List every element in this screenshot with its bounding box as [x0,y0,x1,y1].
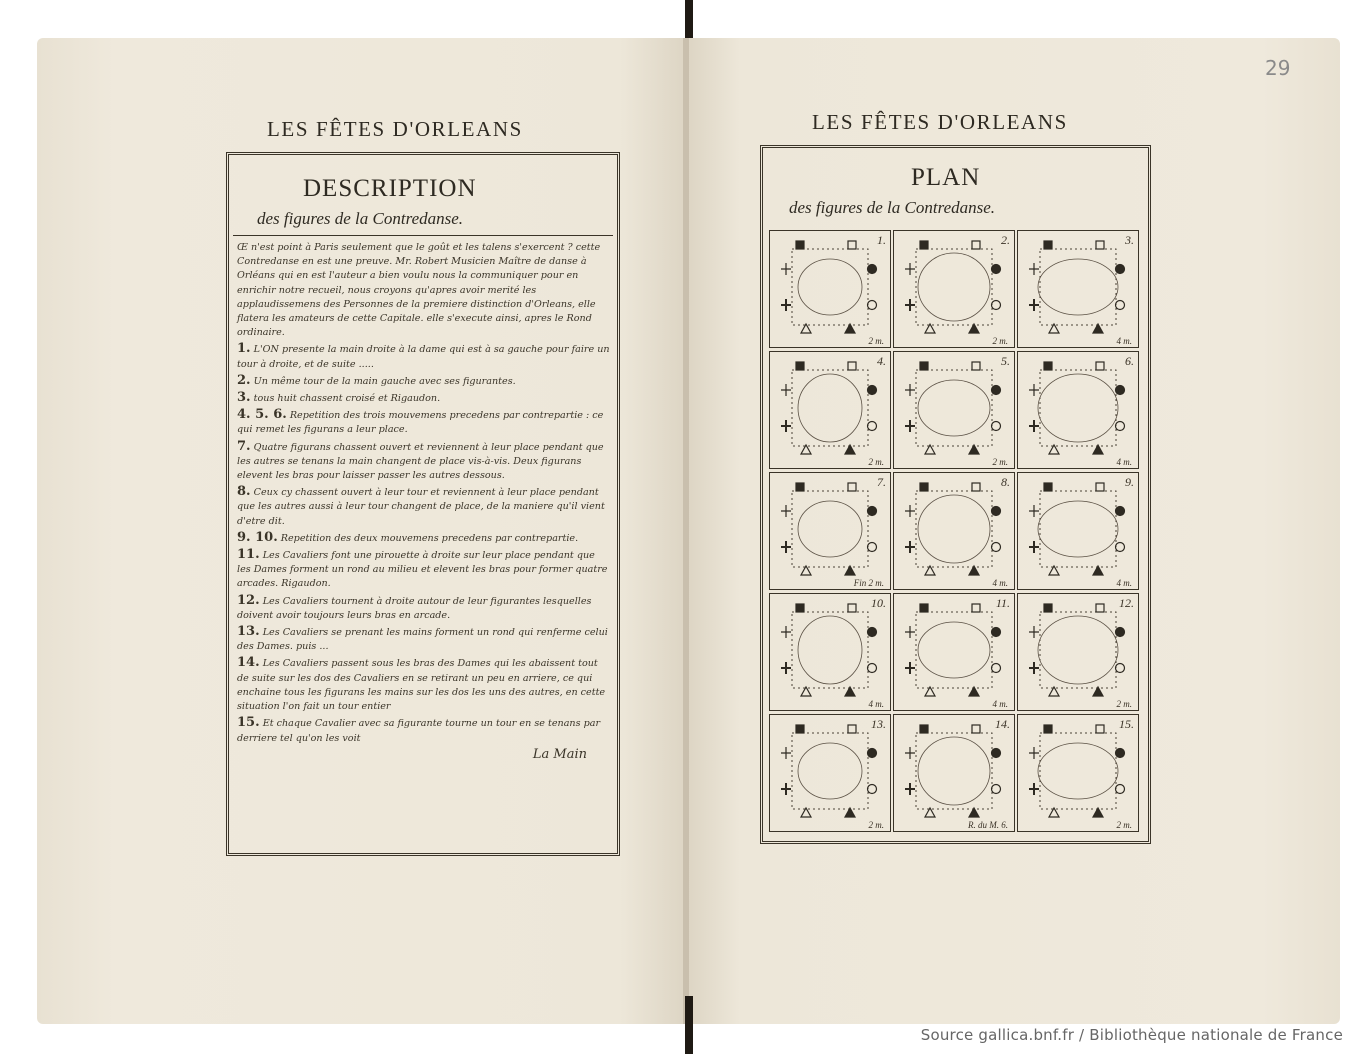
description-paragraph [237,485,611,529]
dance-floor-outline [792,370,868,446]
paragraph-number: 1. [237,341,251,357]
figure-cell [1017,472,1139,590]
dancer-square-symbol [796,483,804,491]
dancer-circle-symbol [868,386,877,395]
plan-frame [760,145,1151,844]
paragraph-text: Repetition des deux mouvemens precedens par contrepartie. [280,532,579,544]
dancer-square-symbol [1044,241,1052,249]
dancer-square-symbol [972,241,980,249]
dancer-cross-symbol [905,783,915,795]
source-credit: Source gallica.bnf.fr / Bibliothèque nationale de France [920,1026,1343,1044]
dancer-circle-symbol [868,664,877,673]
dance-path-loop [1038,501,1118,557]
dancer-square-symbol [1044,483,1052,491]
dance-path-loop [798,743,862,799]
dancer-square-symbol [972,725,980,733]
dancer-cross-symbol [1029,263,1039,275]
dancer-cross-symbol [905,662,915,674]
figure-measure-label: 4 m. [992,578,1008,588]
dance-path-loop [918,622,990,678]
dancer-circle-symbol [868,507,877,516]
figure-measure-label: 2 m. [868,820,884,830]
dance-path-loop [1038,374,1118,442]
description-header [233,159,613,236]
dance-floor-outline [1040,370,1116,446]
dancer-cross-symbol [781,384,791,396]
dancer-square-symbol [1044,362,1052,370]
paragraph-number: 15. [237,715,260,731]
figure-cell [1017,714,1139,832]
figure-number: 7. [877,475,886,489]
description-paragraph [237,548,611,592]
dancer-circle-symbol [868,265,877,274]
paragraph-text: Repetition des trois mouvemens precedens par contrepartie : ce qui remet les figurans a leur place. [237,410,604,436]
figure-number: 15. [1119,717,1134,731]
paragraph-number: 9. 10. [237,529,278,545]
figure-number: 12. [1119,596,1134,610]
dancer-square-symbol [1096,725,1104,733]
figure-number: 10. [871,596,886,610]
dancer-circle-symbol [992,664,1001,673]
figure-number: 9. [1125,475,1134,489]
dancer-cross-symbol [1029,626,1039,638]
description-paragraph [237,716,611,745]
figure-cell [769,714,891,832]
dancer-circle-symbol [1116,301,1125,310]
dancer-square-symbol [796,241,804,249]
dancer-circle-symbol [868,301,877,310]
dance-figure-diagram [770,594,890,710]
paragraph-number: 4. 5. 6. [237,407,287,423]
dance-figure-diagram [894,473,1014,589]
dancer-square-symbol [972,362,980,370]
dancer-circle-symbol [868,543,877,552]
dance-path-loop [1038,616,1118,684]
figure-measure-label: 4 m. [1116,578,1132,588]
dancer-cross-symbol [905,420,915,432]
dancer-square-symbol [848,483,856,491]
figure-cell [1017,351,1139,469]
dancer-square-symbol [1096,483,1104,491]
dance-figure-diagram [894,231,1014,347]
description-paragraph [237,241,611,340]
dancer-circle-symbol [1116,628,1125,637]
dance-path-loop [798,259,862,315]
dancer-square-symbol [1096,604,1104,612]
dancer-cross-symbol [905,263,915,275]
figure-number: 1. [877,233,886,247]
figure-cell [893,230,1015,348]
description-text [237,241,611,762]
dancer-square-symbol [1096,241,1104,249]
dance-figure-diagram [770,715,890,831]
figure-measure-label: 2 m. [1116,820,1132,830]
dancer-cross-symbol [1029,783,1039,795]
description-paragraph [237,342,611,371]
paragraph-number: 12. [237,592,260,608]
dancer-square-symbol [796,725,804,733]
description-paragraph [237,408,611,437]
figure-measure-label: 4 m. [1116,457,1132,467]
dance-floor-outline [916,612,992,688]
dance-figure-diagram [770,473,890,589]
dance-floor-outline [1040,249,1116,325]
figure-cell [769,351,891,469]
dancer-square-symbol [796,604,804,612]
dancer-cross-symbol [1029,541,1039,553]
figure-number: 4. [877,354,886,368]
dance-path-loop [798,501,862,557]
paragraph-number: 2. [237,372,251,388]
dancer-cross-symbol [905,384,915,396]
dancer-cross-symbol [781,263,791,275]
dance-figure-diagram [1018,473,1138,589]
dancer-circle-symbol [992,749,1001,758]
dance-figure-diagram [894,594,1014,710]
dancer-cross-symbol [781,541,791,553]
figure-cell [893,472,1015,590]
dance-figure-diagram [770,231,890,347]
dancer-cross-symbol [905,541,915,553]
figure-cell [769,472,891,590]
dance-floor-outline [792,733,868,809]
dancer-circle-symbol [1116,507,1125,516]
dancer-square-symbol [920,483,928,491]
dance-path-loop [1038,259,1118,315]
dancer-circle-symbol [992,422,1001,431]
paragraph-text: Un même tour de la main gauche avec ses figurantes. [253,375,516,387]
dancer-square-symbol [920,604,928,612]
dancer-square-symbol [848,725,856,733]
dance-figure-diagram [894,352,1014,468]
figure-measure-label: Fin 2 m. [853,578,884,588]
figure-number: 8. [1001,475,1010,489]
paragraph-text: Œ n'est point à Paris seulement que le goût et les talens s'exercent ? cette Contredanse en est une preuve. Mr. Robert Musicien Maître de danse à Orléans qui en est l'auteur a bien voulu nous la communiquer pour en enrichir notre recueil, nous croyons qu'apres avoir merité les applaudissemens des Personnes de la premiere distinction d'Orleans, elle flatera les amateurs de cette Capitale. elle s'execute ainsi, apres le Rond ordinaire. [237,242,601,339]
description-paragraph [237,594,611,623]
dancer-cross-symbol [905,626,915,638]
dancer-circle-symbol [868,422,877,431]
paragraph-number: 13. [237,624,260,640]
figure-measure-label: 2 m. [992,336,1008,346]
dance-path-loop [918,253,990,321]
plan-grid [769,230,1139,834]
dancer-cross-symbol [1029,299,1039,311]
paragraph-text: L'ON presente la main droite à la dame qui est à sa gauche pour faire un tour à droite, et de suite ..... [237,344,610,370]
paragraph-number: 7. [237,438,251,454]
figure-number: 14. [995,717,1010,731]
dancer-circle-symbol [992,785,1001,794]
dance-path-loop [798,374,862,442]
dance-floor-outline [792,491,868,567]
plan-title: PLAN [911,164,981,191]
figure-measure-label: 4 m. [992,699,1008,709]
dancer-circle-symbol [992,386,1001,395]
dancer-circle-symbol [992,507,1001,516]
dancer-cross-symbol [905,747,915,759]
dancer-cross-symbol [1029,420,1039,432]
dance-floor-outline [1040,612,1116,688]
dancer-square-symbol [848,241,856,249]
dance-path-loop [798,616,862,684]
dance-floor-outline [792,249,868,325]
dancer-cross-symbol [1029,747,1039,759]
dance-figure-diagram [894,715,1014,831]
dancer-square-symbol [1044,604,1052,612]
left-running-head: LES FÊTES D'ORLEANS [267,117,523,141]
dancer-circle-symbol [868,749,877,758]
figure-measure-label: R. du M. 6. [968,820,1008,830]
description-title: DESCRIPTION [303,175,477,202]
dance-figure-diagram [1018,231,1138,347]
paragraph-number: 14. [237,655,260,671]
plan-subtitle: des figures de la Contredanse. [789,198,996,217]
dance-figure-diagram [770,352,890,468]
figure-cell [1017,230,1139,348]
bookmark-ribbon-bottom [685,996,693,1054]
folio-number: 29 [1265,56,1291,80]
dancer-square-symbol [796,362,804,370]
dancer-circle-symbol [868,785,877,794]
paragraph-text: Les Cavaliers font une pirouette à droite sur leur place pendant que les Dames forment un rond au milieu et elevent les bras pour former quatre arcades. Rigaudon. [237,550,608,590]
dancer-circle-symbol [1116,422,1125,431]
dancer-circle-symbol [868,628,877,637]
description-paragraph [237,531,611,546]
figure-cell [769,230,891,348]
dancer-cross-symbol [1029,384,1039,396]
dance-floor-outline [916,733,992,809]
dancer-circle-symbol [1116,749,1125,758]
dancer-square-symbol [1044,725,1052,733]
dancer-circle-symbol [992,301,1001,310]
dancer-circle-symbol [992,628,1001,637]
description-paragraph [237,374,611,389]
paragraph-number: 11. [237,547,260,563]
dance-floor-outline [916,491,992,567]
figure-measure-label: 4 m. [868,699,884,709]
paragraph-number: 3. [237,390,251,406]
dancer-square-symbol [972,483,980,491]
figure-number: 11. [995,596,1010,610]
dance-path-loop [918,737,990,805]
figure-measure-label: 2 m. [992,457,1008,467]
dancer-square-symbol [920,725,928,733]
dancer-square-symbol [1096,362,1104,370]
dancer-cross-symbol [781,626,791,638]
figure-number: 3. [1125,233,1134,247]
dancer-cross-symbol [781,662,791,674]
book-gutter [683,38,689,1024]
dancer-circle-symbol [992,265,1001,274]
dancer-cross-symbol [905,299,915,311]
dance-floor-outline [1040,491,1116,567]
dancer-square-symbol [848,604,856,612]
dancer-square-symbol [972,604,980,612]
dance-figure-diagram [1018,594,1138,710]
dancer-circle-symbol [1116,386,1125,395]
paragraph-text: Quatre figurans chassent ouvert et reviennent à leur place pendant que les autres se tenans la main changent de place vis-à-vis. Deux figurans elevent les bras pour laisser passer les autres dessous. [237,441,604,482]
figure-cell [769,593,891,711]
paragraph-text: tous huit chassent croisé et Rigaudon. [253,393,441,405]
dancer-circle-symbol [1116,785,1125,794]
dance-floor-outline [916,249,992,325]
dance-figure-diagram [1018,352,1138,468]
right-running-head: LES FÊTES D'ORLEANS [812,110,1068,134]
figure-measure-label: 2 m. [1116,699,1132,709]
dancer-cross-symbol [781,505,791,517]
paragraph-text: Les Cavaliers se prenant les mains forment un rond qui renferme celui des Dames. puis ... [237,627,608,653]
dance-path-loop [918,495,990,563]
description-paragraph [237,625,611,654]
dance-figure-diagram [1018,715,1138,831]
figure-number: 2. [1001,233,1010,247]
dancer-circle-symbol [1116,265,1125,274]
dance-floor-outline [1040,733,1116,809]
figure-measure-label: 4 m. [1116,336,1132,346]
dancer-cross-symbol [781,783,791,795]
dancer-cross-symbol [781,747,791,759]
figure-number: 6. [1125,354,1134,368]
dancer-circle-symbol [1116,543,1125,552]
figure-measure-label: 2 m. [868,336,884,346]
dancer-cross-symbol [781,299,791,311]
figure-measure-label: 2 m. [868,457,884,467]
dance-path-loop [1038,743,1118,799]
dance-floor-outline [792,612,868,688]
paragraph-text: Ceux cy chassent ouvert à leur tour et reviennent à leur place pendant que les autres aussi à leur tour changent de place, de la maniere qu'il vient d'etre dit. [237,487,605,527]
paragraph-text: Les Cavaliers tournent à droite autour de leur figurantes lesquelles doivent avoir toujours leurs bras en arcade. [237,595,592,621]
dancer-circle-symbol [992,543,1001,552]
dancer-cross-symbol [905,505,915,517]
signature: La Main [532,746,587,762]
dancer-cross-symbol [781,420,791,432]
description-paragraph [237,656,611,714]
dancer-cross-symbol [1029,662,1039,674]
paragraph-number: 8. [237,484,251,500]
figure-cell [893,351,1015,469]
figure-cell [893,714,1015,832]
figure-cell [893,593,1015,711]
dance-floor-outline [916,370,992,446]
description-paragraph [237,440,611,484]
dance-path-loop [918,380,990,436]
dancer-square-symbol [920,362,928,370]
description-paragraph [237,391,611,406]
figure-cell [1017,593,1139,711]
dancer-cross-symbol [1029,505,1039,517]
description-subtitle: des figures de la Contredanse. [257,209,464,228]
figure-number: 5. [1001,354,1010,368]
description-frame [226,152,620,856]
dancer-circle-symbol [1116,664,1125,673]
figure-number: 13. [871,717,886,731]
dancer-square-symbol [920,241,928,249]
dancer-square-symbol [848,362,856,370]
paragraph-text: Les Cavaliers passent sous les bras des Dames qui les abaissent tout de suite sur les dos des Cavaliers en se retirant un peu en arriere, ce qui enchaine tous les figurans les mains sur les dos les uns des autres, en cette situation l'on fait un tour entier [237,658,606,713]
paragraph-text: Et chaque Cavalier avec sa figurante tourne un tour en se tenans par derriere tel qu'on les voit [237,718,601,744]
